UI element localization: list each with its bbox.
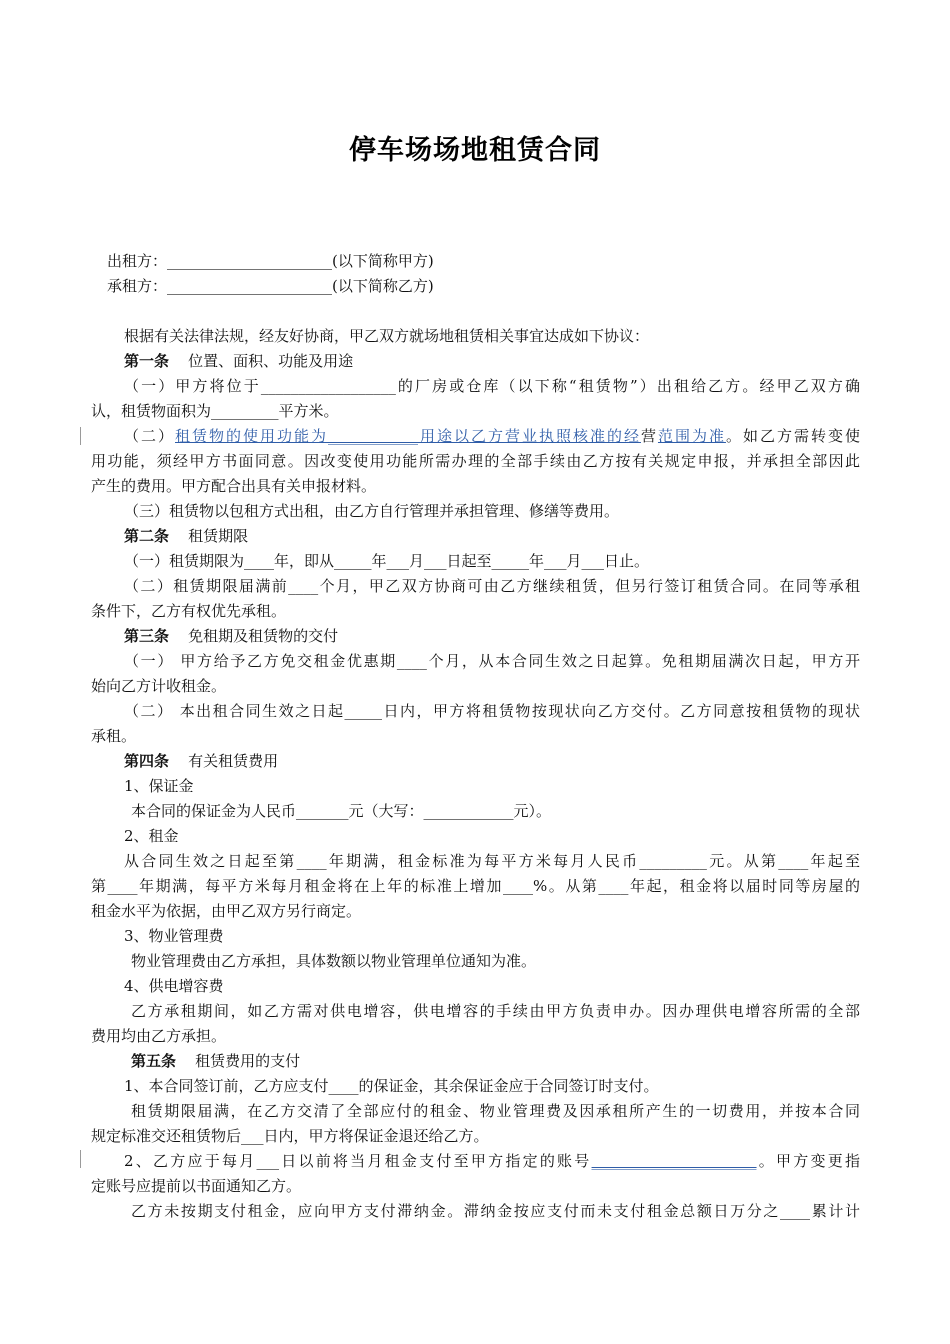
revision-mark [80, 1150, 81, 1168]
paragraph-line: 始向乙方计收租金。 [91, 677, 227, 695]
paragraph-line: 承租。 [91, 727, 137, 745]
paragraph-line: 2、乙方应于每月___日以前将当月租金支付至甲方指定的账号______________________。甲方变更指 [124, 1152, 860, 1170]
paragraph-line: 定账号应提前以书面通知乙方。 [91, 1177, 302, 1195]
paragraph-line: （一）租赁期限为____年，即从_____年___月___日起至_____年___月___日止。 [124, 552, 650, 570]
article-title: 免租期及租赁物的交付 [188, 627, 339, 645]
paragraph-line: （二） 本出租合同生效之日起_____日内，甲方将租赁物按现状向乙方交付。乙方同意按租赁物的现状 [124, 702, 860, 720]
paragraph-line: （三）租赁物以包租方式出租，由乙方自行管理并承担管理、修缮等费用。 [124, 502, 620, 520]
paragraph-line: 本合同的保证金为人民币_______元（大写：____________元）。 [131, 802, 552, 820]
paragraph-line: （一） 甲方给予乙方免交租金优惠期____个月，从本合同生效之日起算。免租期届满次日起，甲方开 [124, 652, 860, 670]
paragraph-line: 乙方未按期支付租金，应向甲方支付滞纳金。滞纳金按应支付而未支付租金总额日万分之____累计计 [131, 1202, 860, 1220]
lessor-line: 出租方：______________________(以下简称甲方) [107, 252, 434, 270]
subsection-heading: 1、保证金 [124, 777, 194, 795]
article-number: 第一条 [124, 352, 170, 370]
article-number: 第四条 [124, 752, 170, 770]
document-title: 停车场场地租赁合同 [349, 135, 601, 166]
paragraph-line: 租金水平为依据，由甲乙双方另行商定。 [91, 902, 362, 920]
article-2-heading [91, 524, 860, 549]
contract-body [91, 249, 860, 1224]
paragraph-line: 条件下，乙方有权优先承租。 [91, 602, 287, 620]
paragraph-line: 费用均由乙方承担。 [91, 1027, 227, 1045]
article-title: 租赁费用的支付 [195, 1052, 301, 1070]
account-number-field[interactable]: ______________________ [591, 1152, 757, 1170]
article-title: 位置、面积、功能及用途 [188, 352, 354, 370]
paragraph-line: 从合同生效之日起至第____年期满，租金标准为每平方米每月人民币_________元。从第____年起至 [124, 852, 860, 870]
intro-paragraph: 根据有关法律法规，经友好协商，甲乙双方就场地租赁相关事宜达成如下协议： [124, 327, 650, 345]
subsection-heading: 3、物业管理费 [124, 927, 224, 945]
article-number: 第五条 [131, 1052, 177, 1070]
paragraph-line: 用功能，须经甲方书面同意。因改变使用功能所需办理的全部手续由乙方按有关规定申报，并承担全部因此 [91, 452, 860, 470]
paragraph-line: 规定标准交还租赁物后___日内，甲方将保证金退还给乙方。 [91, 1127, 489, 1145]
paragraph-line: 1、本合同签订前，乙方应支付____的保证金，其余保证金应于合同签订时支付。 [124, 1077, 659, 1095]
subsection-heading: 4、供电增容费 [124, 977, 224, 995]
paragraph-line: 租赁期限届满，在乙方交清了全部应付的租金、物业管理费及因承租所产生的一切费用，并按本合同 [131, 1102, 860, 1120]
article-title: 有关租赁费用 [188, 752, 279, 770]
tracked-change-link[interactable]: 租赁物的使用功能为____________用途以乙方营业执照核准的经 [175, 427, 641, 445]
paragraph-line: 乙方承租期间，如乙方需对供电增容，供电增容的手续由甲方负责申办。因办理供电增容所需的全部 [131, 1002, 860, 1020]
paragraph-line: （二）租赁物的使用功能为____________用途以乙方营业执照核准的经营范围为准。如乙方需转变使 [124, 427, 860, 445]
article-number: 第三条 [124, 627, 170, 645]
article-5-heading [91, 1049, 860, 1074]
paragraph-line: （二）租赁期限届满前____个月，甲乙双方协商可由乙方继续租赁，但另行签订租赁合同。在同等承租 [124, 577, 860, 595]
paragraph-line: 认，租赁物面积为_________平方米。 [91, 402, 339, 420]
paragraph-line: 产生的费用。甲方配合出具有关申报材料。 [91, 477, 377, 495]
paragraph-line: 第____年期满，每平方米每月租金将在上年的标准上增加____%。从第____年起，租金将以届时同等房屋的 [91, 877, 860, 895]
article-number: 第二条 [124, 527, 170, 545]
paragraph-line: 物业管理费由乙方承担，具体数额以物业管理单位通知为准。 [131, 952, 537, 970]
article-title: 租赁期限 [188, 527, 249, 545]
revision-mark [80, 427, 81, 445]
subsection-heading: 2、租金 [124, 827, 179, 845]
tracked-change-link[interactable]: 范围为准 [657, 427, 726, 445]
article-3-heading [91, 624, 860, 649]
article-4-heading [91, 749, 860, 774]
lessee-line: 承租方：______________________(以下简称乙方) [107, 277, 434, 295]
article-1-heading [91, 349, 860, 374]
paragraph-line: （一）甲方将位于__________________的厂房或仓库（以下称“租赁物”）出租给乙方。经甲乙双方确 [124, 377, 860, 395]
